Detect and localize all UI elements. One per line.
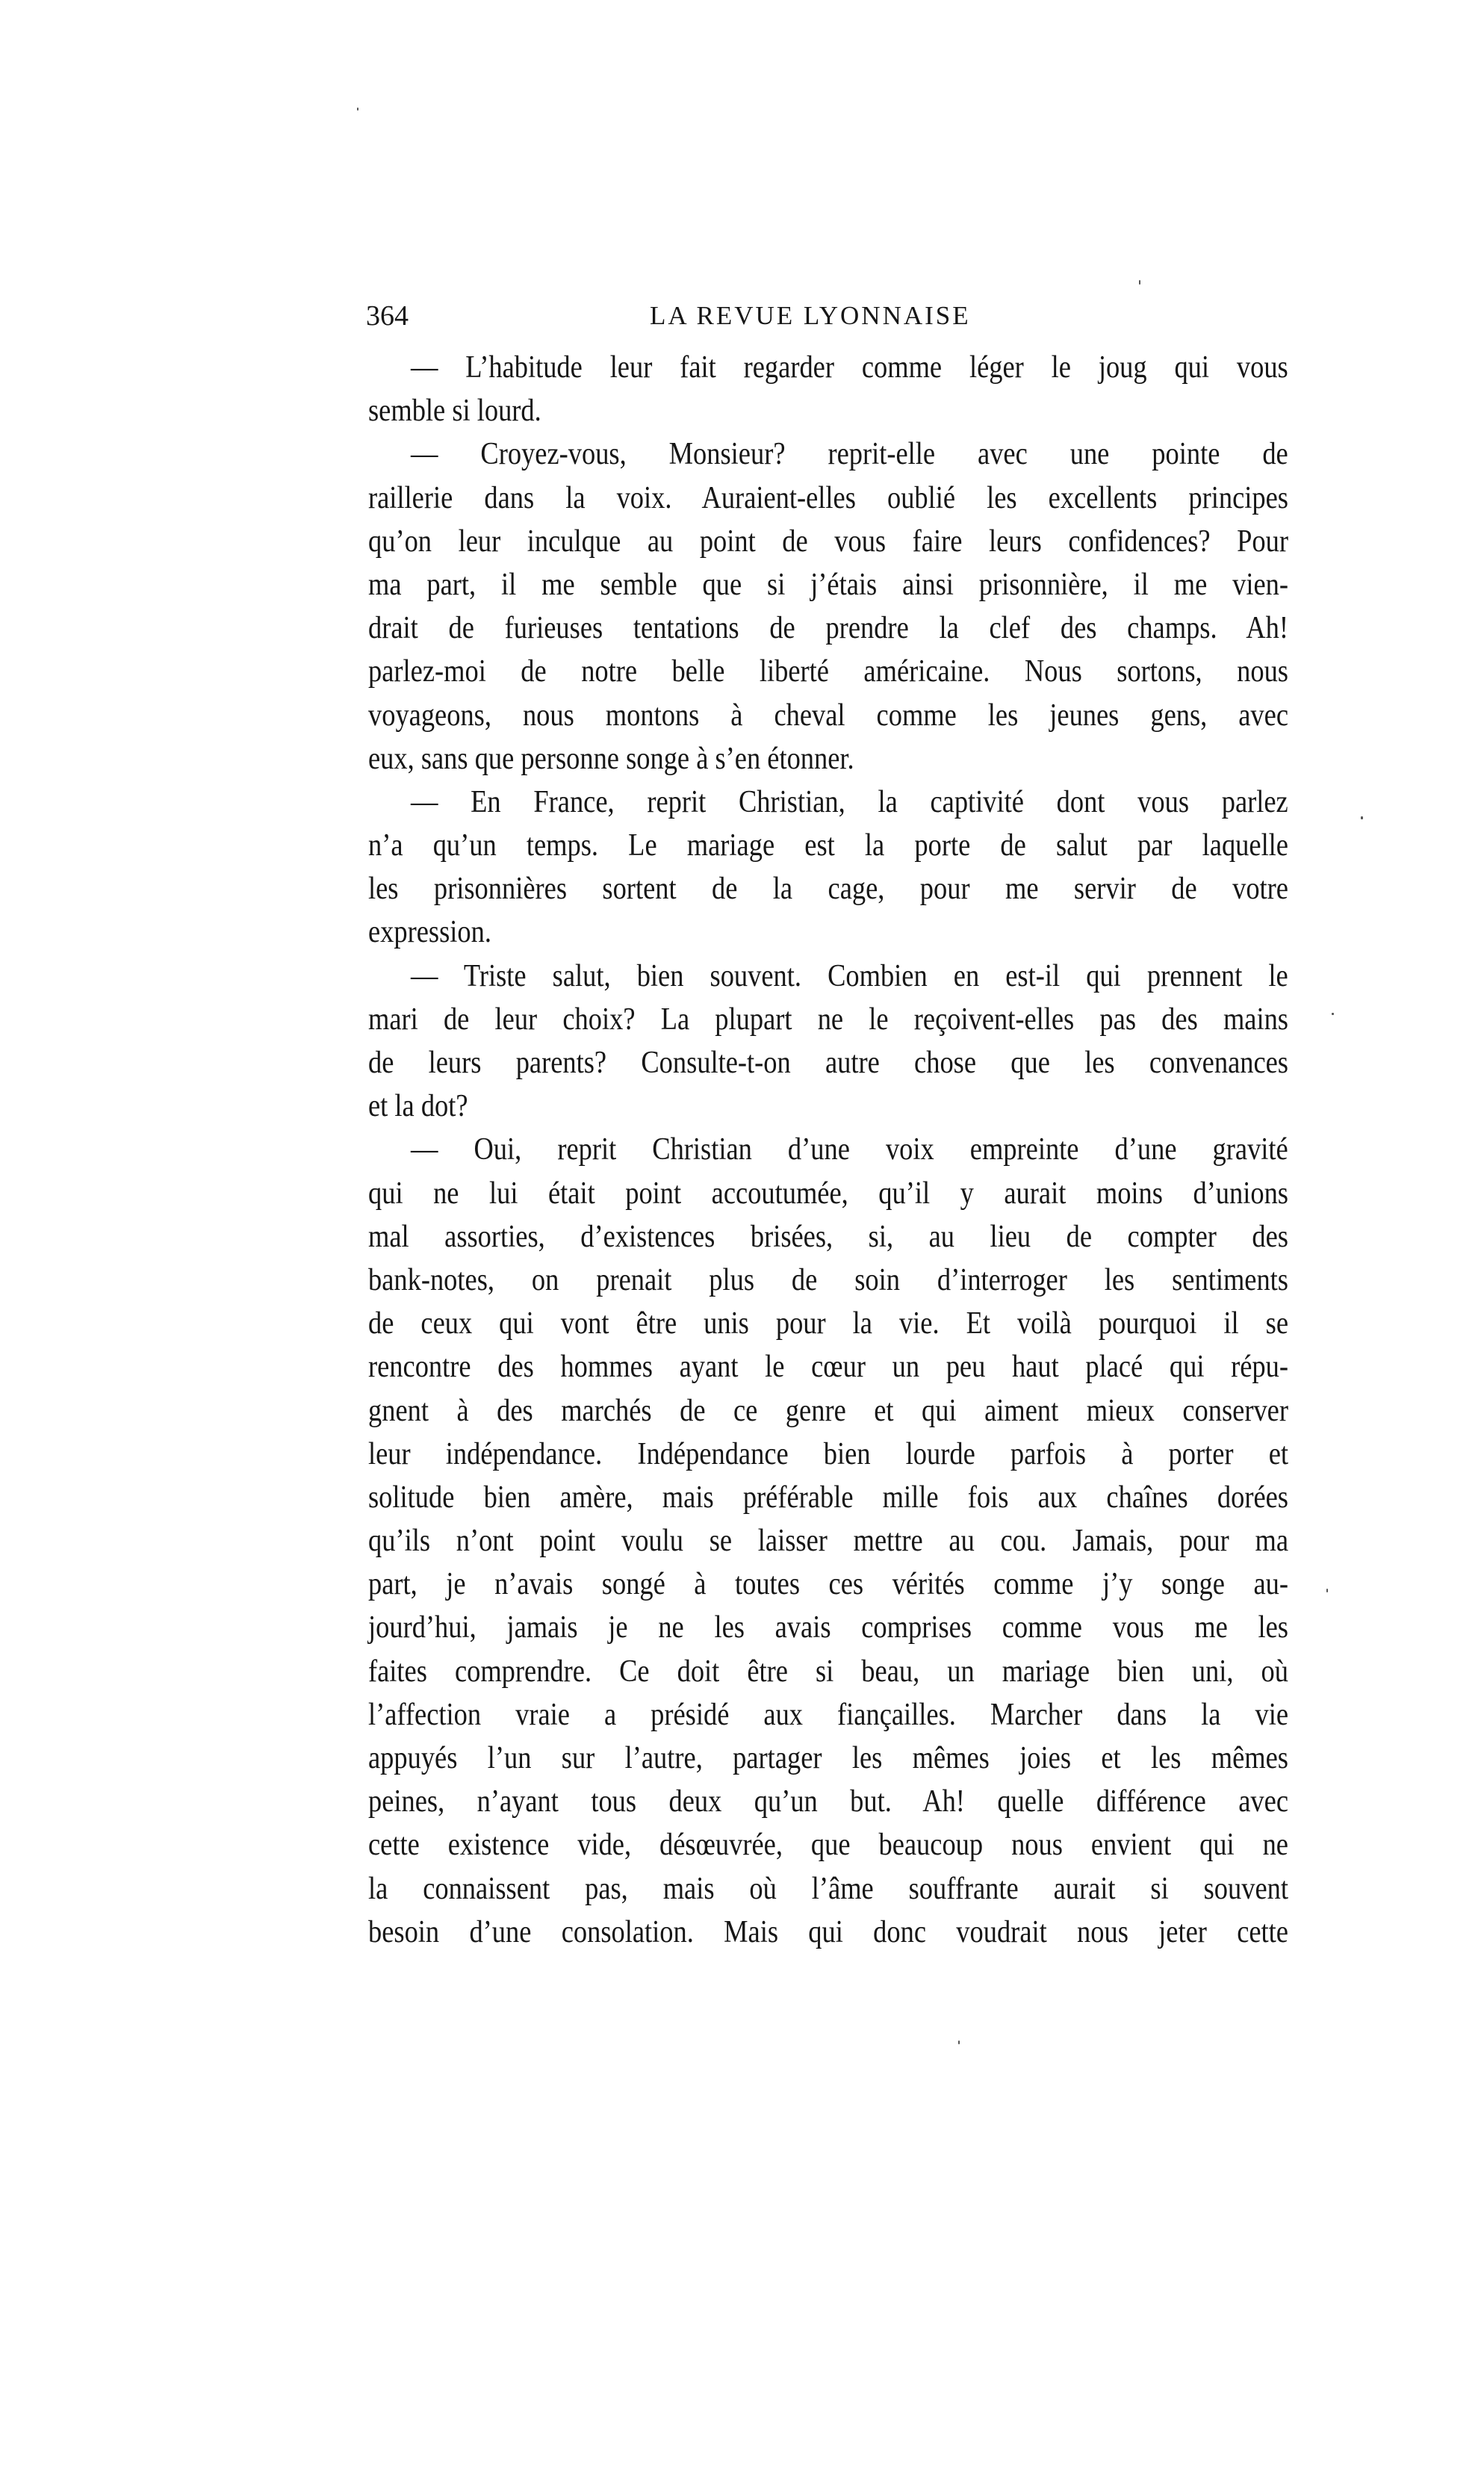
text-line-content: — Croyez-vous, Monsieur? reprit-elle avec une pointe de [411, 437, 1288, 472]
text-line [368, 1041, 1288, 1084]
text-line [368, 389, 1288, 432]
text-line-content: mal assorties, d’existences brisées, si, au lieu de compter des [368, 1219, 1288, 1254]
text-line-content: — L’habitude leur fait regarder comme léger le joug qui vous [411, 350, 1288, 385]
text-line-content: de ceux qui vont être unis pour la vie. Et voilà pourquoi il se [368, 1306, 1288, 1341]
text-line [368, 1259, 1288, 1302]
text-line-content: semble si lourd. [368, 394, 541, 429]
text-line [368, 1084, 1288, 1128]
scan-speck [958, 2041, 960, 2044]
text-line [368, 694, 1288, 737]
text-line [368, 998, 1288, 1041]
text-line-content: solitude bien amère, mais préférable mille fois aux chaînes dorées [368, 1480, 1288, 1515]
text-line [368, 1433, 1288, 1476]
text-line-content: — En France, reprit Christian, la captivité dont vous parlez [411, 784, 1288, 819]
text-line [368, 477, 1288, 520]
text-line [368, 955, 1288, 998]
scan-speck [1361, 816, 1363, 819]
text-line [368, 1606, 1288, 1649]
text-line [368, 1780, 1288, 1823]
text-line-content: peines, n’ayant tous deux qu’un but. Ah! quelle différence avec [368, 1784, 1288, 1819]
text-line [368, 1215, 1288, 1259]
text-line-content: leur indépendance. Indépendance bien lourde parfois à porter et [368, 1436, 1288, 1471]
text-line [368, 1823, 1288, 1867]
text-line [368, 1650, 1288, 1693]
text-line-content: part, je n’avais songé à toutes ces vérités comme j’y songe au- [368, 1567, 1288, 1602]
journal-title: LA REVUE LYONNAISE [650, 301, 971, 330]
text-line [368, 867, 1288, 910]
text-line [368, 1172, 1288, 1215]
text-line-content: mari de leur choix? La plupart ne le reçoivent-elles pas des mains [368, 1002, 1288, 1037]
text-line-content: n’a qu’un temps. Le mariage est la porte de salut par laquelle [368, 828, 1288, 863]
scan-speck [357, 108, 358, 111]
text-line [368, 910, 1288, 954]
body-text [368, 346, 1288, 1954]
text-line [368, 346, 1288, 389]
text-line-content: besoin d’une consolation. Mais qui donc voudrait nous jeter cette [368, 1914, 1288, 1949]
text-line-content: les prisonnières sortent de la cage, pour me servir de votre [368, 872, 1288, 907]
text-line-content: parlez-moi de notre belle liberté américaine. Nous sortons, nous [368, 654, 1288, 689]
text-line-content: et la dot? [368, 1089, 468, 1124]
text-line-content: appuyés l’un sur l’autre, partager les mêmes joies et les mêmes [368, 1741, 1288, 1775]
text-line [368, 1519, 1288, 1563]
text-line [368, 1563, 1288, 1606]
scan-speck [1332, 1013, 1334, 1015]
text-line-content: jourd’hui, jamais je ne les avais comprises comme vous me les [368, 1610, 1288, 1645]
text-line-content: drait de furieuses tentations de prendre la clef des champs. Ah! [368, 611, 1288, 646]
text-line-content: qui ne lui était point accoutumée, qu’il y aurait moins d’unions [368, 1176, 1288, 1211]
page-number: 364 [366, 300, 409, 332]
text-line-content: eux, sans que personne songe à s’en étonner. [368, 741, 854, 776]
text-line-content: expression. [368, 915, 491, 950]
text-line [368, 781, 1288, 824]
text-line-content: de leurs parents? Consulte-t-on autre chose que les convenances [368, 1046, 1288, 1080]
text-line [368, 650, 1288, 693]
text-line-content: qu’on leur inculque au point de vous faire leurs confidences? Pour [368, 524, 1288, 559]
text-line [368, 1302, 1288, 1345]
text-line-content: cette existence vide, désœuvrée, que beaucoup nous envient qui ne [368, 1828, 1288, 1863]
text-line [368, 737, 1288, 781]
running-head [366, 297, 1288, 335]
text-line [368, 824, 1288, 867]
text-line [368, 520, 1288, 563]
text-line-content: bank-notes, on prenait plus de soin d’interroger les sentiments [368, 1262, 1288, 1297]
text-line-content: ma part, il me semble que si j’étais ainsi prisonnière, il me vien- [368, 567, 1288, 602]
text-line [368, 1693, 1288, 1737]
text-line [368, 1128, 1288, 1171]
text-line [368, 1476, 1288, 1519]
text-line-content: qu’ils n’ont point voulu se laisser mettre au cou. Jamais, pour ma [368, 1524, 1288, 1559]
text-line-content: la connaissent pas, mais où l’âme souffrante aurait si souvent [368, 1871, 1288, 1906]
text-line-content: — Triste salut, bien souvent. Combien en est-il qui prennent le [411, 958, 1288, 993]
text-line [368, 1911, 1288, 1954]
text-line [368, 606, 1288, 650]
text-line-content: — Oui, reprit Christian d’une voix empreinte d’une gravité [411, 1132, 1288, 1167]
text-line-content: faites comprendre. Ce doit être si beau, un mariage bien uni, où [368, 1654, 1288, 1689]
text-line-content: l’affection vraie a présidé aux fiançailles. Marcher dans la vie [368, 1697, 1288, 1732]
text-line-content: raillerie dans la voix. Auraient-elles oublié les excellents principes [368, 480, 1288, 515]
text-line-content: gnent à des marchés de ce genre et qui aiment mieux conserver [368, 1393, 1288, 1428]
text-line [368, 432, 1288, 476]
scan-speck [1139, 280, 1140, 285]
text-line [368, 1345, 1288, 1388]
text-line [368, 1389, 1288, 1433]
text-line-content: voyageons, nous montons à cheval comme les jeunes gens, avec [368, 698, 1288, 733]
text-line [368, 1867, 1288, 1911]
text-line [368, 563, 1288, 606]
scan-speck [1326, 1589, 1328, 1592]
text-line [368, 1737, 1288, 1780]
text-line-content: rencontre des hommes ayant le cœur un peu haut placé qui répu- [368, 1350, 1288, 1385]
